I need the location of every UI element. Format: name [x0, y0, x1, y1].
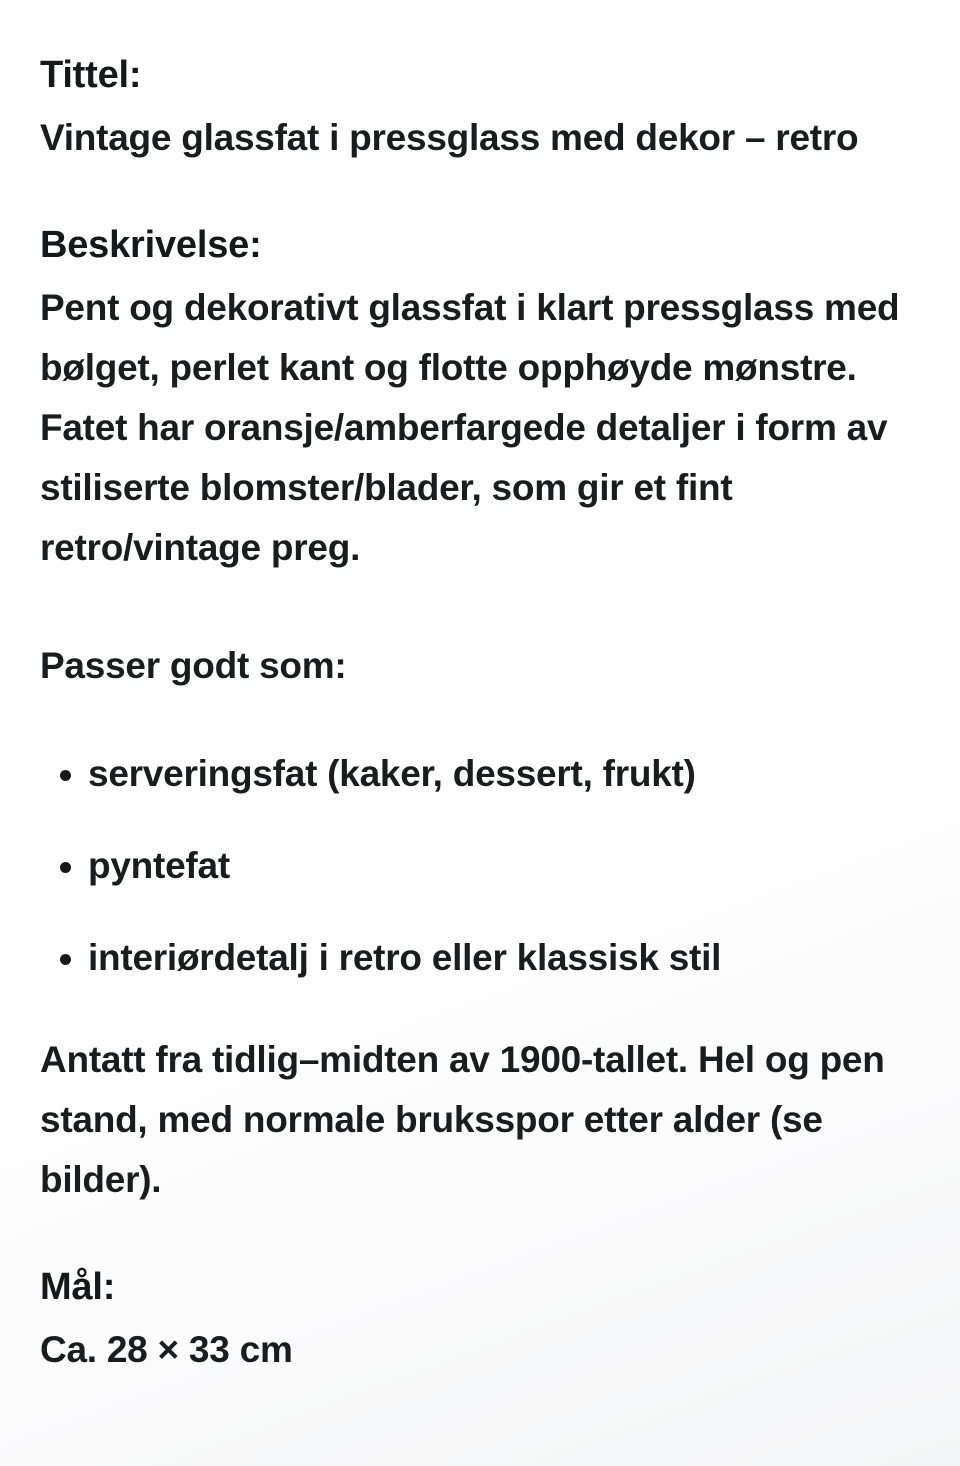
- spacer-after-title: [40, 168, 920, 226]
- age-text-normal-a: Antatt fra: [40, 1039, 212, 1080]
- spacer-before-bullets: [40, 696, 920, 752]
- age-text-normal-b: Hel og pen stand, med normale bruksspor etter alder (se bilder).: [40, 1039, 885, 1200]
- description-heading: Beskrivelse:: [40, 224, 262, 266]
- measurements-dimensions: 28 × 33 cm: [106, 1329, 293, 1370]
- spacer-after-bullets: [40, 980, 920, 1030]
- description-body: [40, 278, 920, 578]
- content-column: [40, 56, 920, 1380]
- description-text-bold-a: glassfat i klart pressglass: [368, 287, 815, 328]
- bullet-icon: [60, 862, 71, 873]
- description-text-normal-b: med bølget, perlet kant og flotte opphøyde mønstre. Fatet har: [40, 287, 900, 448]
- list-item: [40, 752, 920, 796]
- title-heading: Tittel:: [40, 54, 142, 96]
- list-item: [40, 936, 920, 980]
- list-item-label: interiørdetalj i retro eller klassisk stil: [88, 937, 722, 978]
- measurements-prefix: Ca.: [40, 1329, 107, 1370]
- spacer-after-description: [40, 578, 920, 636]
- bullet-icon: [60, 954, 71, 965]
- description-text-normal-c: i form av stiliserte blomster/blader, som gir et fint retro/vintage preg.: [40, 407, 888, 568]
- description-text-normal-a: Pent og dekorativt: [40, 287, 369, 328]
- list-item: [40, 844, 920, 888]
- section-title: [40, 56, 920, 168]
- uses-list: [40, 752, 920, 980]
- age-text-bold-a: tidlig–midten av 1900-tallet.: [211, 1039, 688, 1080]
- measurements-value: [40, 1320, 920, 1380]
- section-age-condition: [40, 1030, 920, 1210]
- section-uses: [40, 636, 920, 980]
- description-text-bold-b: oransje/amberfargede detaljer: [204, 407, 726, 448]
- section-description: [40, 226, 920, 578]
- bullet-icon: [60, 770, 71, 781]
- spacer-after-age: [40, 1210, 920, 1268]
- measurements-heading: Mål:: [40, 1266, 116, 1308]
- age-condition-body: [40, 1030, 920, 1210]
- list-item-label: serveringsfat (kaker, dessert, frukt): [88, 753, 696, 794]
- title-value: Vintage glassfat i pressglass med dekor – retro: [40, 117, 859, 158]
- list-item-label: pyntefat: [88, 845, 230, 886]
- section-measurements: [40, 1268, 920, 1380]
- uses-heading: Passer godt som:: [40, 645, 347, 686]
